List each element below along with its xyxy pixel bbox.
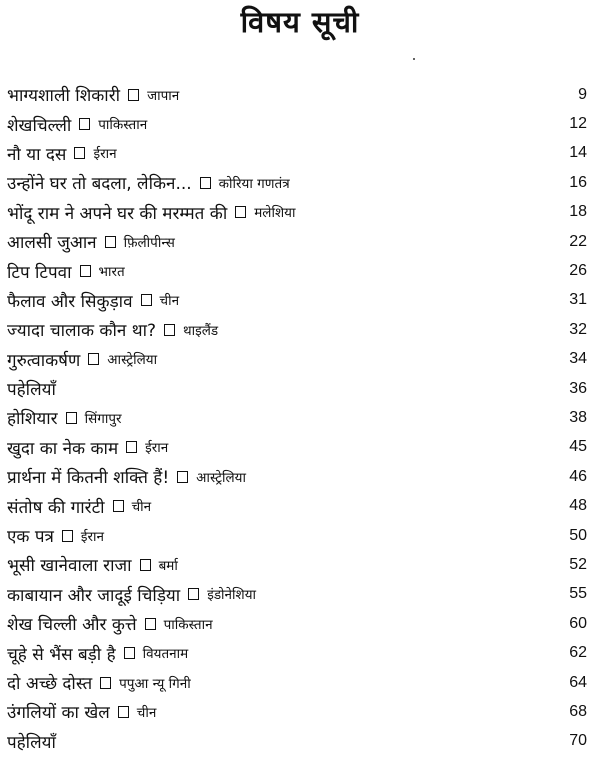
entry-country: कोरिया गणतंत्र	[218, 175, 290, 192]
entry-title: पहेलियाँ	[7, 380, 56, 401]
square-bullet-icon	[74, 147, 85, 159]
entry-page-number: 50	[569, 526, 587, 544]
toc-entry	[7, 374, 597, 403]
square-bullet-icon	[66, 412, 77, 424]
square-bullet-icon	[177, 471, 188, 483]
toc-entry	[7, 609, 597, 638]
toc-entry	[7, 198, 597, 227]
square-bullet-icon	[88, 353, 99, 365]
entry-country: मलेशिया	[254, 205, 296, 222]
square-bullet-icon	[188, 588, 199, 600]
square-bullet-icon	[164, 324, 175, 336]
entry-page-number: 60	[569, 614, 587, 632]
entry-page-number: 52	[569, 555, 587, 573]
square-bullet-icon	[100, 677, 111, 689]
entry-country: ईरान	[145, 440, 169, 457]
toc-entry	[7, 109, 597, 138]
entry-country: बर्मा	[158, 557, 178, 574]
entry-page-number: 36	[569, 379, 587, 397]
entry-page-number: 64	[569, 673, 587, 691]
toc-entry	[7, 227, 597, 256]
entry-page-number: 46	[569, 467, 587, 485]
toc-entry	[7, 80, 597, 109]
entry-title: होशियार	[7, 409, 58, 430]
entry-title: नौ या दस	[7, 144, 67, 165]
entry-title: शेख चिल्ली और कुत्ते	[7, 615, 137, 636]
square-bullet-icon	[141, 294, 152, 306]
entry-country: चीन	[136, 704, 157, 721]
square-bullet-icon	[80, 265, 91, 277]
toc-entry	[7, 462, 597, 491]
entry-title: फैलाव और सिकुड़ाव	[7, 291, 133, 312]
entry-title: उंगलियों का खेल	[7, 703, 110, 724]
entry-country: थाइलैंड	[183, 322, 219, 339]
entry-title: संतोष की गारंटी	[7, 497, 105, 518]
square-bullet-icon	[105, 236, 116, 248]
entry-title: चूहे से भैंस बड़ी है	[7, 644, 116, 665]
toc-entry	[7, 345, 597, 374]
square-bullet-icon	[200, 177, 211, 189]
toc-entry	[7, 697, 597, 726]
entry-country: जापान	[147, 87, 180, 104]
entry-page-number: 26	[569, 262, 587, 280]
entry-country: ईरान	[93, 146, 117, 163]
toc-entry	[7, 550, 597, 579]
entry-page-number: 22	[569, 232, 587, 250]
entry-country: आस्ट्रेलिया	[196, 469, 246, 486]
entry-page-number: 55	[569, 585, 587, 603]
entry-title: ज्यादा चालाक कौन था?	[7, 321, 156, 342]
toc-entry	[7, 286, 597, 315]
entry-title: भोंदू राम ने अपने घर की मरम्मत की	[7, 203, 228, 224]
entry-title: पहेलियाँ	[7, 732, 56, 753]
square-bullet-icon	[62, 530, 73, 542]
print-speck	[413, 58, 415, 60]
entry-page-number: 14	[569, 144, 587, 162]
entry-title: आलसी जुआन	[7, 233, 97, 254]
square-bullet-icon	[140, 559, 151, 571]
entry-title: शेखचिल्ली	[7, 115, 72, 136]
toc-entry	[7, 727, 597, 756]
entry-page-number: 31	[569, 291, 587, 309]
entry-title: दो अच्छे दोस्त	[7, 674, 93, 694]
square-bullet-icon	[113, 500, 124, 512]
entry-country: भारत	[98, 264, 125, 281]
entry-country: इंडोनेशिया	[207, 587, 257, 604]
page-title: विषय सूची	[240, 5, 360, 39]
toc-entry	[7, 521, 597, 550]
toc-entry	[7, 403, 597, 432]
entry-page-number: 68	[569, 702, 587, 720]
entry-country: फ़िलीपीन्स	[123, 234, 175, 251]
toc-entry	[7, 256, 597, 285]
entry-title: गुरुत्वाकर्षण	[7, 350, 81, 371]
entry-country: आस्ट्रेलिया	[107, 352, 158, 369]
square-bullet-icon	[79, 118, 90, 130]
square-bullet-icon	[124, 647, 135, 659]
entry-page-number: 70	[569, 732, 587, 750]
entry-page-number: 18	[569, 203, 587, 221]
entry-title: उन्होंने घर तो बदला, लेकिन...	[7, 174, 192, 195]
toc-entry	[7, 168, 597, 197]
entry-country: चीन	[131, 499, 152, 516]
entry-page-number: 45	[569, 438, 587, 456]
entry-page-number: 12	[569, 115, 587, 133]
entry-country: पाकिस्तान	[98, 117, 148, 134]
entry-title: टिप टिपवा	[7, 262, 72, 283]
entry-country: पाकिस्तान	[163, 616, 213, 633]
entry-title: काबायान और जादूई चिड़िया	[7, 585, 181, 606]
entry-page-number: 34	[569, 350, 587, 368]
square-bullet-icon	[145, 618, 156, 630]
entry-country: वियतनाम	[142, 646, 189, 663]
entry-title: भाग्यशाली शिकारी	[7, 86, 121, 107]
entry-page-number: 62	[569, 644, 587, 662]
entry-page-number: 9	[578, 85, 587, 103]
toc-entry	[7, 433, 597, 462]
entry-country: चीन	[159, 293, 180, 310]
entry-page-number: 48	[569, 497, 587, 515]
toc-entry	[7, 668, 597, 697]
toc-list	[7, 80, 597, 756]
toc-entry	[7, 139, 597, 168]
square-bullet-icon	[128, 89, 139, 101]
toc-entry	[7, 580, 597, 609]
entry-country: ईरान	[80, 528, 105, 545]
entry-title: भूसी खानेवाला राजा	[7, 556, 132, 577]
entry-country: सिंगापुर	[84, 410, 122, 427]
entry-page-number: 38	[569, 408, 587, 426]
toc-entry	[7, 315, 597, 344]
toc-entry	[7, 638, 597, 667]
entry-title: प्रार्थना में कितनी शक्ति हैं!	[7, 468, 170, 489]
toc-entry	[7, 491, 597, 520]
entry-page-number: 32	[569, 320, 587, 338]
square-bullet-icon	[118, 706, 129, 718]
entry-title: खुदा का नेक काम	[7, 438, 119, 459]
square-bullet-icon	[126, 441, 137, 453]
entry-country: पपुआ न्यू गिनी	[119, 675, 191, 692]
square-bullet-icon	[235, 206, 246, 218]
entry-title: एक पत्र	[7, 527, 54, 548]
entry-page-number: 16	[569, 173, 587, 191]
